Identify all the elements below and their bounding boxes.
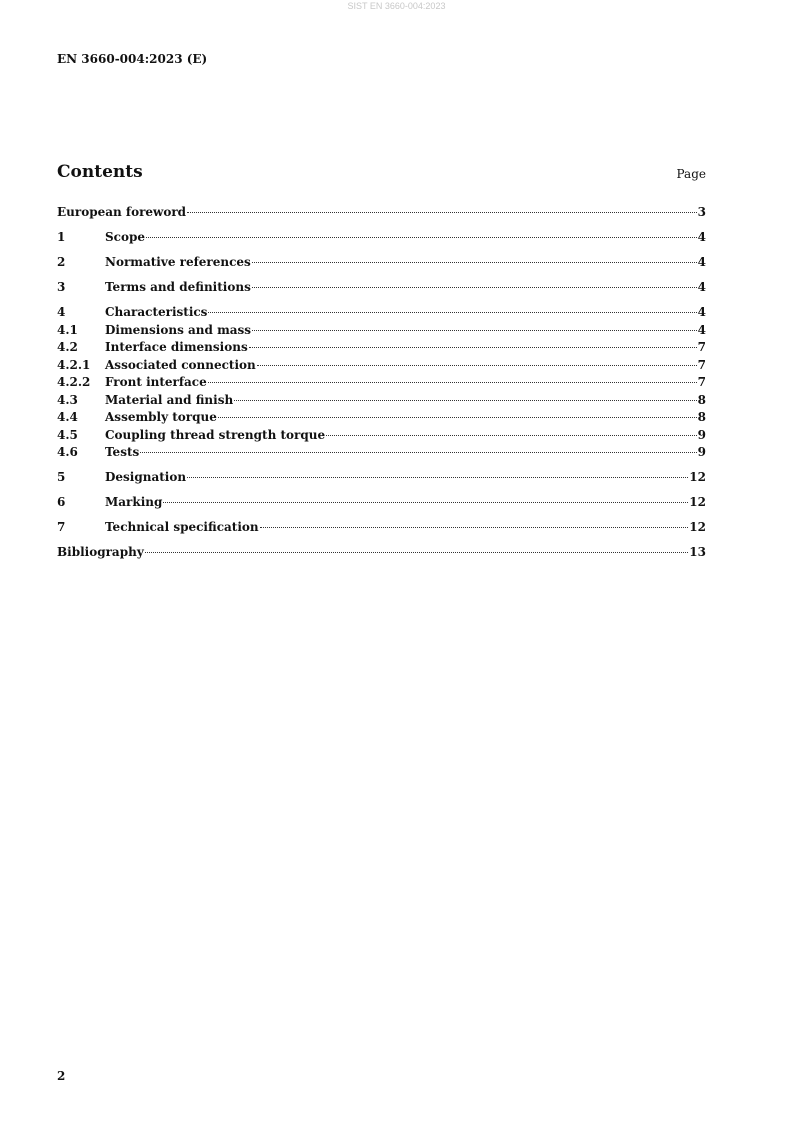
dot-leader (252, 261, 697, 263)
page-number: 2 (57, 1069, 66, 1083)
toc-entry-bibliography[interactable] (57, 544, 706, 562)
toc-page: 8 (697, 392, 706, 407)
toc-number: 6 (57, 495, 66, 509)
toc-entry-interface-dimensions[interactable] (57, 339, 706, 357)
toc-page: 13 (689, 545, 706, 559)
dot-leader (249, 346, 697, 348)
toc-label: Front interface (105, 375, 207, 389)
toc-entry-material-and-finish[interactable] (57, 392, 706, 410)
dot-leader (140, 451, 696, 453)
toc-entry-marking[interactable] (57, 494, 706, 512)
toc-entry-coupling-thread-strength-torque[interactable] (57, 427, 706, 445)
dot-leader (252, 329, 697, 331)
dot-leader (163, 501, 688, 503)
toc-label: Marking (105, 495, 163, 509)
toc-number: 4.2.1 (57, 357, 91, 372)
toc-label: Scope (105, 230, 146, 244)
toc-entry-dimensions-and-mass[interactable] (57, 322, 706, 340)
toc-entry-terms-and-definitions[interactable] (57, 279, 706, 297)
page-column-heading: Page (676, 167, 706, 181)
toc-page: 7 (697, 375, 706, 389)
toc-page: 4 (697, 305, 706, 319)
toc-label: European foreword (57, 205, 187, 219)
toc-label: Dimensions and mass (105, 322, 252, 337)
toc-entry-designation[interactable] (57, 469, 706, 487)
dot-leader (145, 551, 689, 553)
dot-leader (187, 211, 697, 213)
dot-leader (260, 526, 689, 528)
toc-page: 3 (697, 205, 706, 219)
toc-entry-assembly-torque[interactable] (57, 409, 706, 427)
toc-label: Material and finish (105, 392, 234, 407)
dot-leader (234, 399, 696, 401)
toc-label: Normative references (105, 255, 251, 269)
toc-number: 1 (57, 230, 66, 244)
dot-leader (252, 286, 697, 288)
toc-number: 4.3 (57, 392, 78, 407)
watermark: SIST EN 3660-004:2023 (347, 1, 446, 11)
toc-number: 2 (57, 255, 66, 269)
dot-leader (326, 434, 697, 436)
toc-label: Terms and definitions (105, 280, 251, 294)
toc-label: Characteristics (105, 305, 208, 319)
dot-leader (208, 381, 697, 383)
toc-number: 4.5 (57, 427, 78, 442)
toc-page: 12 (689, 495, 706, 509)
toc-page: 8 (697, 410, 706, 424)
toc-entry-characteristics[interactable] (57, 304, 706, 322)
dot-leader (208, 311, 696, 313)
toc-page: 4 (697, 280, 706, 294)
dot-leader (257, 364, 697, 366)
toc-label: Interface dimensions (105, 340, 248, 354)
toc-page: 12 (689, 520, 706, 534)
toc-entry-european-foreword[interactable] (57, 204, 706, 222)
toc-page: 9 (697, 445, 706, 459)
toc-label: Tests (105, 445, 140, 459)
toc-number: 3 (57, 280, 66, 294)
toc-label: Designation (105, 470, 187, 484)
toc-number: 4.2 (57, 340, 78, 354)
toc-entry-tests[interactable] (57, 444, 706, 462)
dot-leader (146, 236, 697, 238)
toc-number: 4 (57, 305, 66, 319)
table-of-contents (57, 204, 706, 562)
toc-number: 5 (57, 470, 66, 484)
toc-page: 7 (697, 357, 706, 372)
contents-title: Contents (57, 162, 143, 182)
toc-label: Associated connection (105, 357, 256, 372)
toc-page: 12 (689, 470, 706, 484)
toc-entry-normative-references[interactable] (57, 254, 706, 272)
toc-page: 4 (697, 255, 706, 269)
toc-entry-front-interface[interactable] (57, 374, 706, 392)
toc-label: Technical specification (105, 520, 259, 534)
toc-entry-associated-connection[interactable] (57, 357, 706, 375)
toc-label: Coupling thread strength torque (105, 427, 326, 442)
dot-leader (218, 416, 697, 418)
toc-label: Assembly torque (105, 410, 217, 424)
toc-label: Bibliography (57, 545, 144, 559)
toc-page: 4 (697, 322, 706, 337)
toc-number: 4.4 (57, 410, 78, 424)
toc-number: 4.1 (57, 322, 78, 337)
toc-number: 4.2.2 (57, 375, 91, 389)
document-id: EN 3660-004:2023 (E) (57, 52, 208, 66)
toc-number: 4.6 (57, 445, 78, 459)
toc-entry-technical-specification[interactable] (57, 519, 706, 537)
toc-page: 7 (697, 340, 706, 354)
dot-leader (187, 476, 688, 478)
toc-page: 4 (697, 230, 706, 244)
toc-entry-scope[interactable] (57, 229, 706, 247)
toc-page: 9 (697, 427, 706, 442)
toc-number: 7 (57, 520, 66, 534)
